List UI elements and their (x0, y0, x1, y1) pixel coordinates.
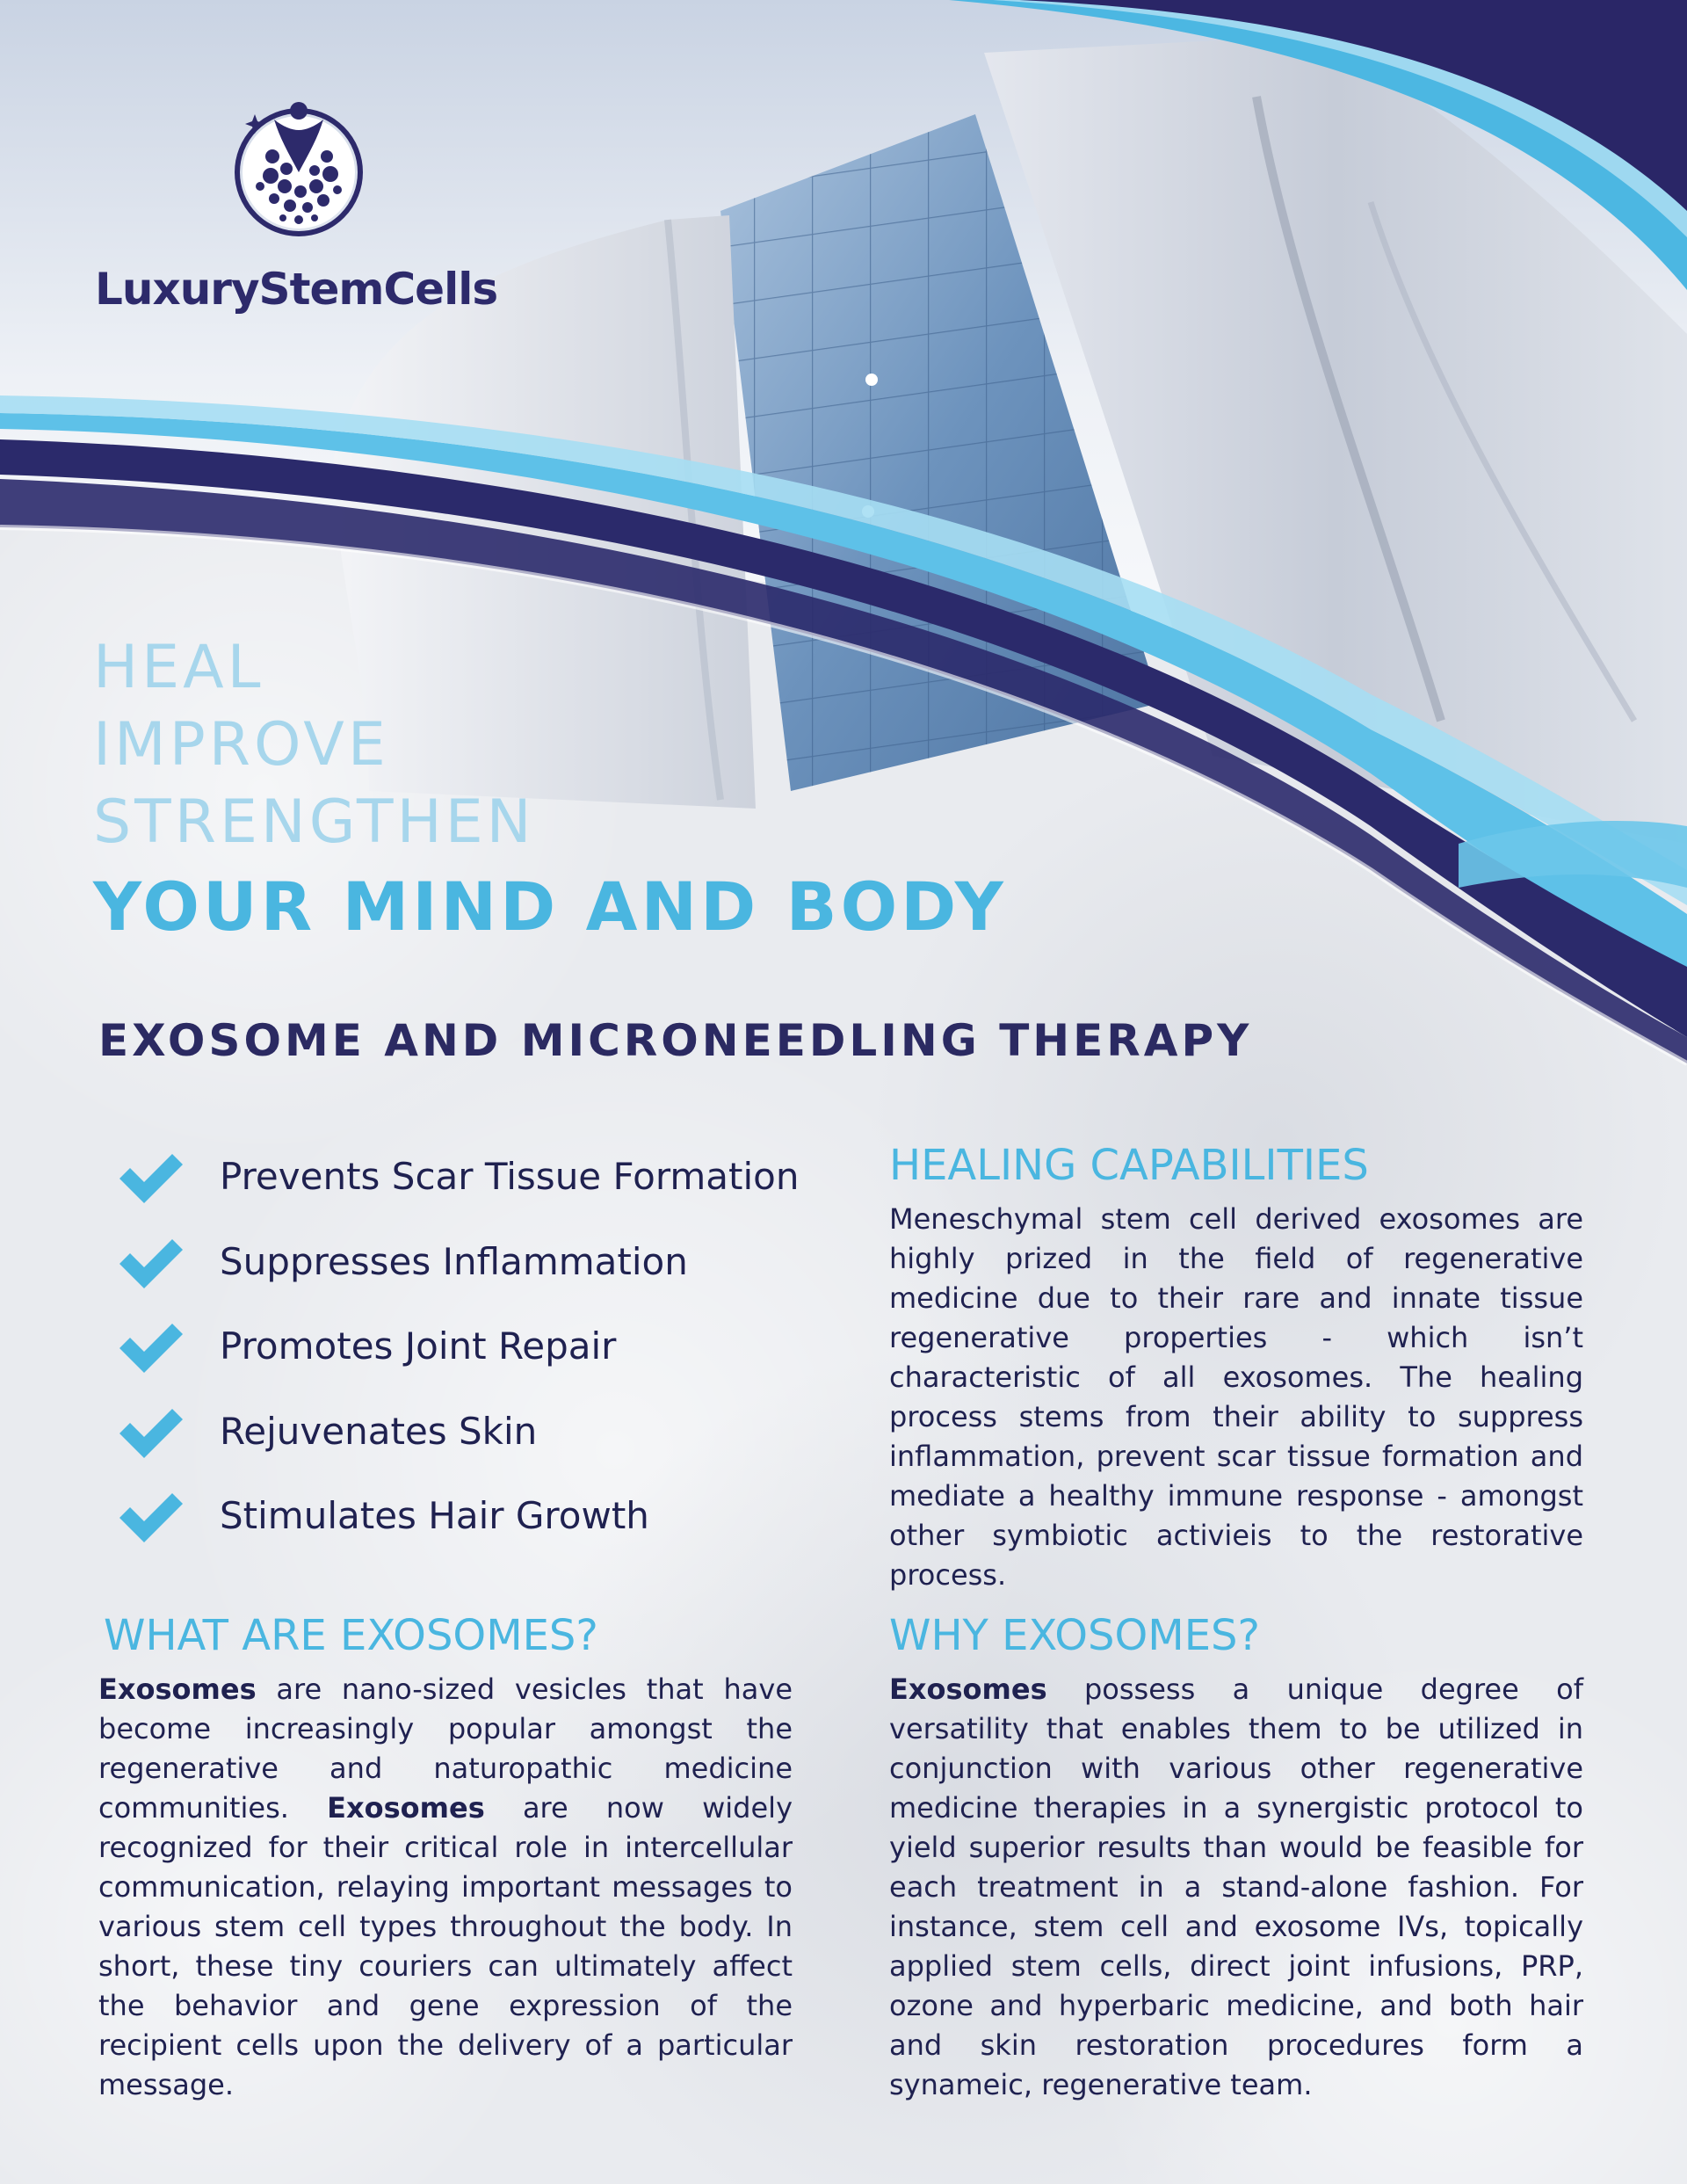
benefit-label: Prevents Scar Tissue Formation (220, 1155, 800, 1198)
brand-logo (88, 88, 510, 325)
tagline (93, 629, 1148, 951)
checkmark-icon (116, 1152, 186, 1207)
healing-body: Meneschymal stem cell derived exosomes are highly prized in the field of regenerative medicine due to their rare and innate tissue regenerative properties - which isn’t characteristic of all exosomes. The healing process stems from their ability to suppress inflammation, prevent scar tissue formation and mediate a healthy immune response - amongst other symbiotic activieis to the restorative process. (889, 1202, 1583, 1592)
tagline-strengthen: STRENGTHEN (93, 787, 535, 857)
what-lead-2: Exosomes (327, 1791, 485, 1825)
what-section (98, 1608, 793, 2105)
checkmark-icon (116, 1491, 186, 1546)
what-title: WHAT ARE EXOSOMES? (104, 1611, 598, 1660)
why-title: WHY EXOSOMES? (889, 1611, 1260, 1660)
person-cells-logo-icon (220, 88, 378, 246)
therapy-heading: EXOSOME AND MICRONEEDLING THERAPY (98, 1015, 1253, 1066)
what-body (98, 1670, 793, 2105)
list-item (116, 1230, 836, 1316)
healing-section (889, 1138, 1583, 1595)
checkmark-icon (116, 1237, 186, 1292)
benefit-label: Suppresses Inflammation (220, 1239, 688, 1283)
why-body (889, 1670, 1583, 2105)
tagline-emphasis: YOUR MIND AND BODY (93, 867, 1007, 946)
what-text-1: are nano-sized vesicles that have become increasingly popular amongst the regenerative and naturopathic medicine communities. (98, 1672, 793, 1825)
benefits-list (116, 1145, 836, 1570)
what-text-2: are now widely recognized for their critical role in intercellular communication, relaying important messages to various stem cell types throughout the body. In short, these tiny couriers can ultimately affect the behavior and gene expression of the recipient cells upon the delivery of a particular message. (98, 1791, 793, 2101)
list-item (116, 1315, 836, 1400)
benefit-label: Stimulates Hair Growth (220, 1494, 649, 1537)
tagline-improve: IMPROVE (93, 710, 389, 780)
list-item (116, 1145, 836, 1230)
list-item (116, 1400, 836, 1485)
what-lead: Exosomes (98, 1672, 257, 1706)
benefit-label: Promotes Joint Repair (220, 1324, 617, 1368)
why-text: possess a unique degree of versatility that enables them to be utilized in conjunction with various other regenerative medicine therapies in a synergistic protocol to yield superior results than would be feasible for each treatment in a stand-alone fashion. For instance, stem cell and exosome IVs, topically applied stem cells, direct joint infusions, PRP, ozone and hyperbaric medicine, and both hair and skin restoration procedures form a synameic, regenerative team. (889, 1672, 1583, 2101)
tagline-heal: HEAL (93, 633, 264, 702)
why-section (889, 1608, 1583, 2105)
healing-title: HEALING CAPABILITIES (889, 1141, 1369, 1190)
why-lead: Exosomes (889, 1672, 1047, 1706)
checkmark-icon (116, 1322, 186, 1376)
benefit-label: Rejuvenates Skin (220, 1409, 538, 1453)
list-item (116, 1484, 836, 1570)
checkmark-icon (116, 1407, 186, 1462)
brand-name: LuxuryStemCells (95, 264, 498, 315)
